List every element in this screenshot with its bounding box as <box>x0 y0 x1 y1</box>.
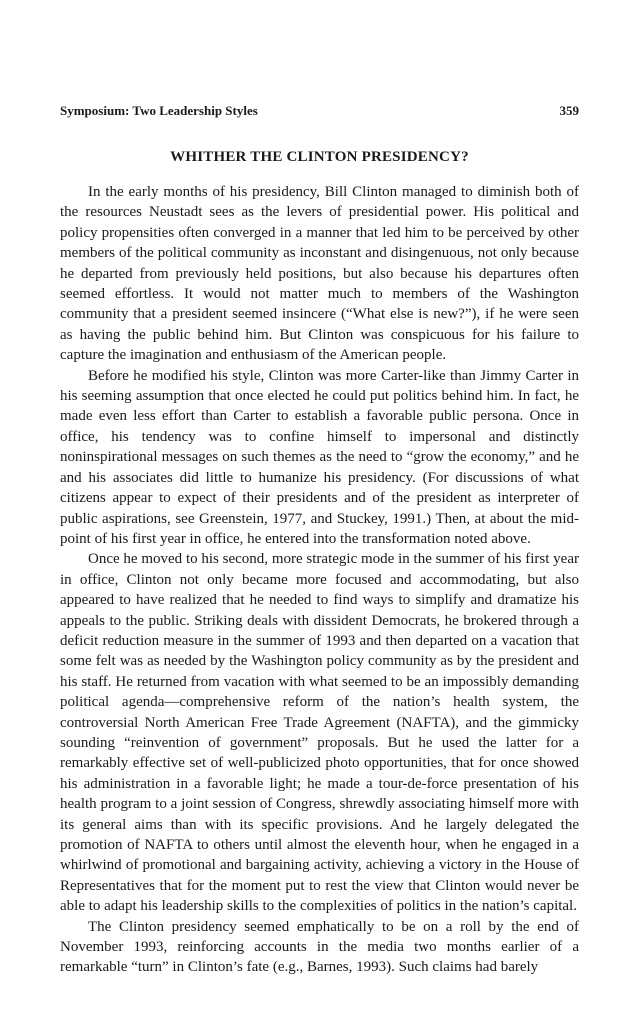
section-title: WHITHER THE CLINTON PRESIDENCY? <box>170 149 469 165</box>
paragraph-3: Once he moved to his second, more strategic mode in the summer of his first year in office, Clinton not only became more focused and accommodating, but also appeared to have realized that he needed to find ways to simplify and dramatize his appeals to the public. Striking deals with dissident Democrats, he brokered through a deficit reduction measure in the summer of 1993 and then departed on a vacation that some felt was as needed by the Washington policy community as by the president and his staff. He returned from vacation with what seemed to be an impossibly demanding political agenda—comprehensive reform of the nation’s health system, the controversial North American Free Trade Agreement (NAFTA), and the gimmicky sounding “reinvention of government” proposals. But he used the latter for a remarkably effective set of well-publicized photo opportunities, that for once showed his administration in a favorable light; he made a tour-de-force presentation of his health program to a joint session of Congress, shrewdly associating himself more with its general aims than with its specific provisions. And he largely delegated the promotion of NAFTA to others until almost the eleventh hour, when he engaged in a whirlwind of promotional and bargaining activity, achieving a victory in the House of Representatives that for the moment put to rest the view that Clinton would never be able to adapt his leadership skills to the complexities of politics in the nation’s capital. <box>60 551 579 915</box>
paragraph-4: The Clinton presidency seemed emphatically to be on a roll by the end of November 1993, reinforcing accounts in the media two months earlier of a remarkable “turn” in Clinton’s fate (e.g., Barnes, 1993). Such claims had barely <box>60 918 579 976</box>
paragraph-2: Before he modified his style, Clinton was more Carter-like than Jimmy Carter in his seeming assumption that once elected he could put politics behind him. In fact, he made even less effort than Carter to establish a favorable public persona. Once in office, his tendency was to confine himself to impersonal and distinctly noninspirational messages on such themes as the need to “grow the economy,” and he and his associates did little to humanize his presidency. (For discussions of what citizens appear to expect of their presidents and of the president as interpreter of public aspirations, see Greenstein, 1977, and Stuckey, 1991.) Then, at about the mid-point of his first year in office, he entered into the transformation noted above. <box>60 367 579 547</box>
paragraph-1: In the early months of his presidency, Bill Clinton managed to diminish both of the resources Neustadt sees as the levers of presidential power. His political and policy propensities often converged in a manner that led him to be perceived by other members of the political community as inconstant and disingenuous, not only because he departed from previously held positions, but also because his departures often seemed effortless. It would not matter much to members of the Washington community that a president seemed insincere (“What else is new?”), if he were seen as having the public behind him. But Clinton was conspicuous for his failure to capture the imagination and enthusiasm of the American people. <box>60 184 579 364</box>
journal-page <box>60 103 579 978</box>
body-text <box>60 182 579 978</box>
running-header <box>60 103 579 119</box>
page-number: 359 <box>559 103 579 118</box>
running-title: Symposium: Two Leadership Styles <box>60 103 258 118</box>
